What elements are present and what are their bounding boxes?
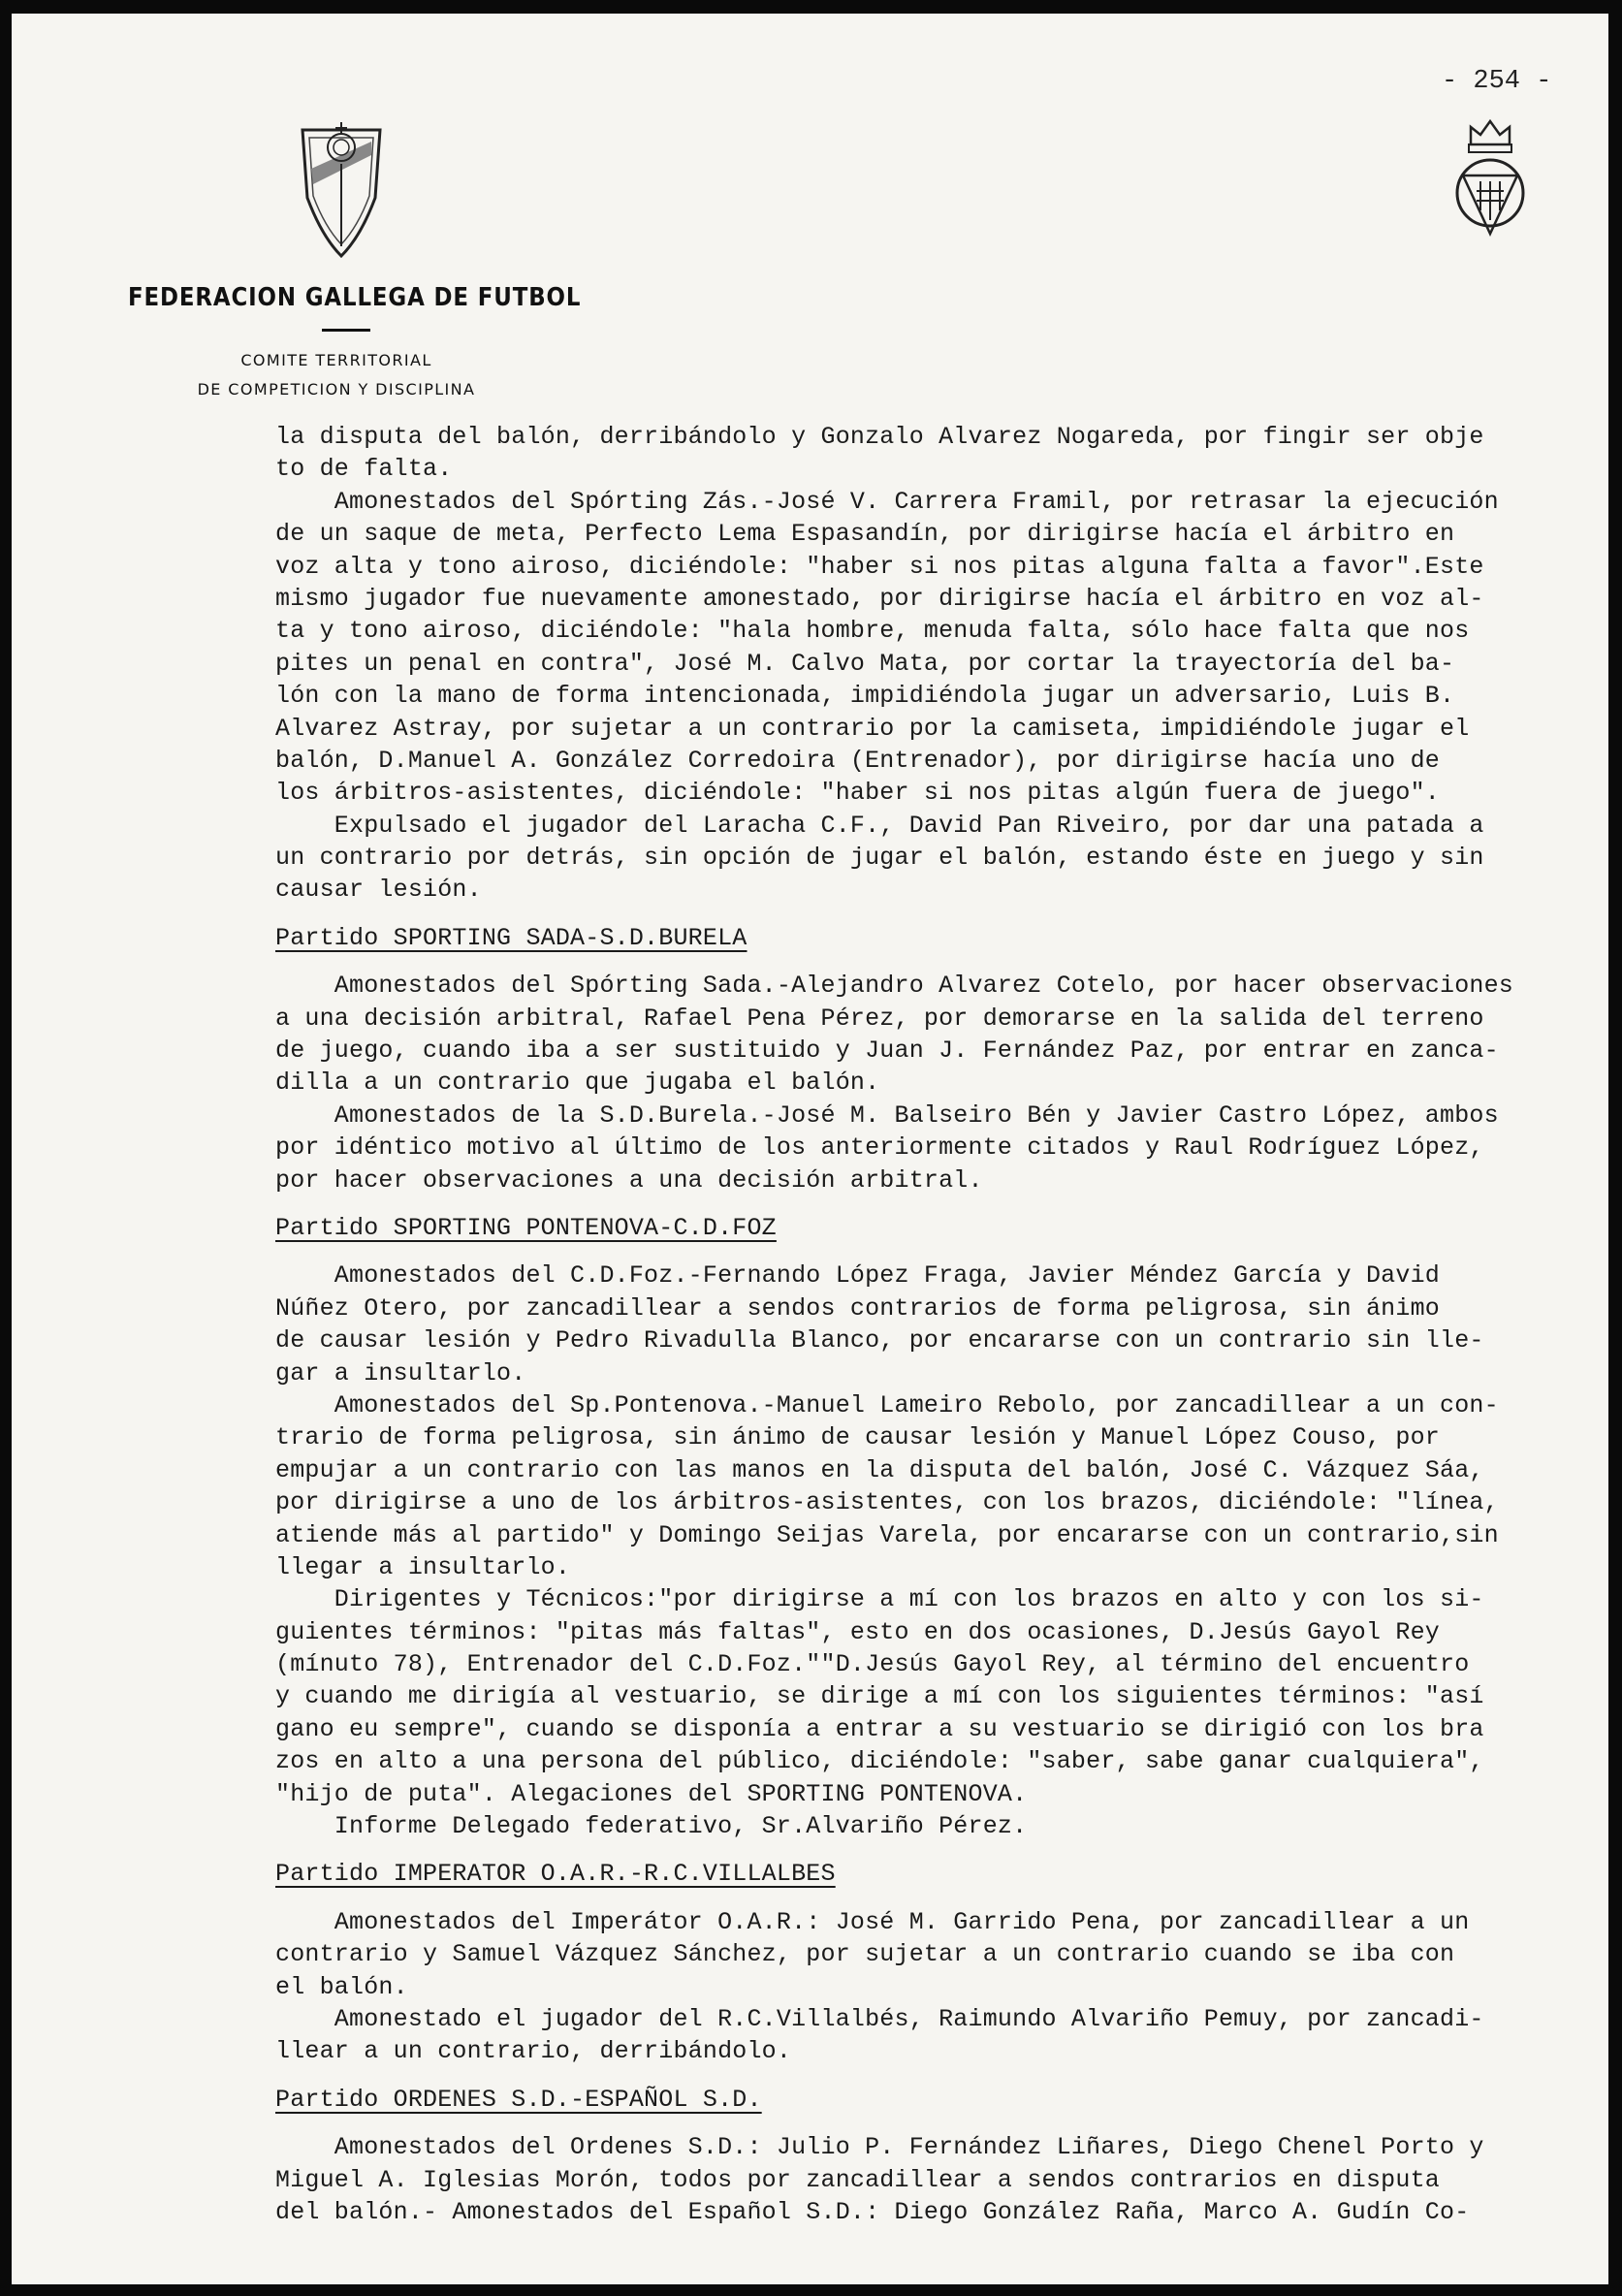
text-line: Informe Delegado federativo, Sr.Alvariño Pérez. <box>275 1812 1028 1841</box>
text-line: los árbitros-asistentes, diciéndole: "haber si nos pitas algún fuera de juego". <box>275 779 1440 808</box>
text-line: guientes términos: "pitas más faltas", esto en dos ocasiones, D.Jesús Gayol Rey <box>275 1617 1440 1646</box>
text-line: pites un penal en contra", José M. Calvo Mata, por cortar la trayectoría del ba- <box>275 649 1455 678</box>
text-line: Amonestados del Sp.Pontenova.-Manuel Lameiro Rebolo, por zancadillear a un con- <box>275 1390 1499 1419</box>
page-number: - 254 - <box>1442 67 1552 96</box>
text-line: Alvarez Astray, por sujetar a un contrario por la camiseta, impidiéndole jugar el <box>275 714 1470 743</box>
text-line: por dirigirse a uno de los árbitros-asistentes, con los brazos, diciéndole: "línea, <box>275 1488 1499 1517</box>
text-line: zos en alto a una persona del público, diciéndole: "saber, sabe ganar cualquiera", <box>275 1747 1484 1776</box>
text-line: ta y tono airoso, diciéndole: "hala hombre, menuda falta, sólo hace falta que nos <box>275 617 1470 646</box>
text-line: Amonestados del Ordenes S.D.: Julio P. Fernández Liñares, Diego Chenel Porto y <box>275 2133 1484 2162</box>
spacer <box>275 2116 1622 2131</box>
text-line: a una decisión arbitral, Rafael Pena Pérez, por demorarse en la salida del terreno <box>275 1004 1484 1033</box>
text-line: dilla a un contrario que jugaba el balón. <box>275 1068 880 1098</box>
text-line: voz alta y tono airoso, diciéndole: "haber si nos pitas alguna falta a favor".Este <box>275 552 1484 581</box>
text-line: Amonestados del C.D.Foz.-Fernando López Fraga, Javier Méndez García y David <box>275 1261 1440 1291</box>
title-divider <box>322 329 370 332</box>
committee-line-2: DE COMPETICION Y DISCIPLINA <box>197 380 476 399</box>
text-line: Dirigentes y Técnicos:"por dirigirse a mí con los brazos en alto y con los si- <box>275 1585 1484 1614</box>
spacer <box>275 954 1622 970</box>
spacer <box>275 907 1622 922</box>
federation-title: FEDERACION GALLEGA DE FUTBOL <box>128 283 582 312</box>
text-line: de juego, cuando iba a ser sustituido y Juan J. Fernández Paz, por entrar en zanca- <box>275 1036 1499 1066</box>
committee-line-1: COMITE TERRITORIAL <box>240 351 432 369</box>
spacer <box>275 1196 1622 1212</box>
text-line: el balón. <box>275 1972 408 2001</box>
text-line: la disputa del balón, derribándolo y Gonzalo Alvarez Nogareda, por fingir ser obje <box>275 423 1484 451</box>
text-line: empujar a un contrario con las manos en la disputa del balón, José C. Vázquez Sáa, <box>275 1455 1484 1484</box>
text-line: de un saque de meta, Perfecto Lema Espasandín, por dirigirse hacía el árbitro en <box>275 520 1455 549</box>
committee-name <box>157 346 516 404</box>
text-line: lón con la mano de forma intencionada, impidiéndola jugar un adversario, Luis B. <box>275 682 1455 711</box>
spacer <box>275 1842 1622 1858</box>
spacer <box>275 2068 1622 2084</box>
text-line: "hijo de puta". Alegaciones del SPORTING PONTENOVA. <box>275 1779 1028 1808</box>
text-line: del balón.- Amonestados del Español S.D.: Diego González Raña, Marco A. Gudín Co- <box>275 2197 1470 2226</box>
text-line: de causar lesión y Pedro Rivadulla Blanco, por encararse con un contrario sin lle- <box>275 1326 1484 1355</box>
text-line: (mínuto 78), Entrenador del C.D.Foz.""D.Jesús Gayol Rey, al término del encuentro <box>275 1650 1470 1679</box>
match-heading: Partido SPORTING SADA-S.D.BURELA <box>275 923 747 952</box>
text-line: gano eu sempre", cuando se disponía a entrar a su vestuario se dirigió con los bra <box>275 1714 1484 1743</box>
text-line: por hacer observaciones a una decisión arbitral. <box>275 1165 983 1195</box>
text-line: contrario y Samuel Vázquez Sánchez, por sujetar a un contrario cuando se iba con <box>275 1940 1455 1969</box>
text-line: mismo jugador fue nuevamente amonestado, por dirigirse hacía el árbitro en voz al- <box>275 584 1484 613</box>
text-line: balón, D.Manuel A. González Corredoira (Entrenador), por dirigirse hacía uno de <box>275 746 1440 775</box>
document-page <box>12 14 1608 2284</box>
text-line: atiende más al partido" y Domingo Seijas Varela, por encararse con un contrario,sin <box>275 1520 1499 1549</box>
spacer <box>275 1244 1622 1260</box>
text-line: Amonestados del Spórting Sada.-Alejandro Alvarez Cotelo, por hacer observaciones <box>275 972 1514 1001</box>
text-line: Miguel A. Iglesias Morón, todos por zancadillear a sendos contrarios en disputa <box>275 2165 1440 2194</box>
text-line: Expulsado el jugador del Laracha C.F., David Pan Riveiro, por dar una patada a <box>275 811 1484 840</box>
text-line: Núñez Otero, por zancadillear a sendos contrarios de forma peligrosa, sin ánimo <box>275 1293 1440 1323</box>
text-line: llegar a insultarlo. <box>275 1552 571 1581</box>
text-line: causar lesión. <box>275 876 482 905</box>
match-heading: Partido SPORTING PONTENOVA-C.D.FOZ <box>275 1213 777 1242</box>
text-line: y cuando me dirigía al vestuario, se dirige a mí con los siguientes términos: "así <box>275 1682 1484 1711</box>
match-heading: Partido IMPERATOR O.A.R.-R.C.VILLALBES <box>275 1860 836 1889</box>
text-line: por idéntico motivo al último de los anteriormente citados y Raul Rodríguez López, <box>275 1133 1484 1163</box>
federation-shield-icon <box>298 120 385 261</box>
text-line: llear a un contrario, derribándolo. <box>275 2037 792 2066</box>
text-line: Amonestados del Imperátor O.A.R.: José M. Garrido Pena, por zancadillear a un <box>275 1907 1470 1936</box>
text-line: gar a insultarlo. <box>275 1358 526 1387</box>
text-line: Amonestados del Spórting Zás.-José V. Carrera Framil, por retrasar la ejecución <box>275 487 1499 516</box>
spacer <box>275 1891 1622 1906</box>
crowned-crest-icon <box>1451 115 1529 241</box>
match-heading: Partido ORDENES S.D.-ESPAÑOL S.D. <box>275 2085 762 2114</box>
text-line: to de falta. <box>275 455 453 484</box>
text-line: Amonestado el jugador del R.C.Villalbés, Raimundo Alvariño Pemuy, por zancadi- <box>275 2004 1484 2033</box>
text-line: un contrario por detrás, sin opción de jugar el balón, estando éste en juego y sin <box>275 844 1484 873</box>
document-body <box>275 421 1622 2228</box>
text-line: Amonestados de la S.D.Burela.-José M. Balseiro Bén y Javier Castro López, ambos <box>275 1100 1499 1130</box>
text-line: trario de forma peligrosa, sin ánimo de causar lesión y Manuel López Couso, por <box>275 1423 1440 1452</box>
